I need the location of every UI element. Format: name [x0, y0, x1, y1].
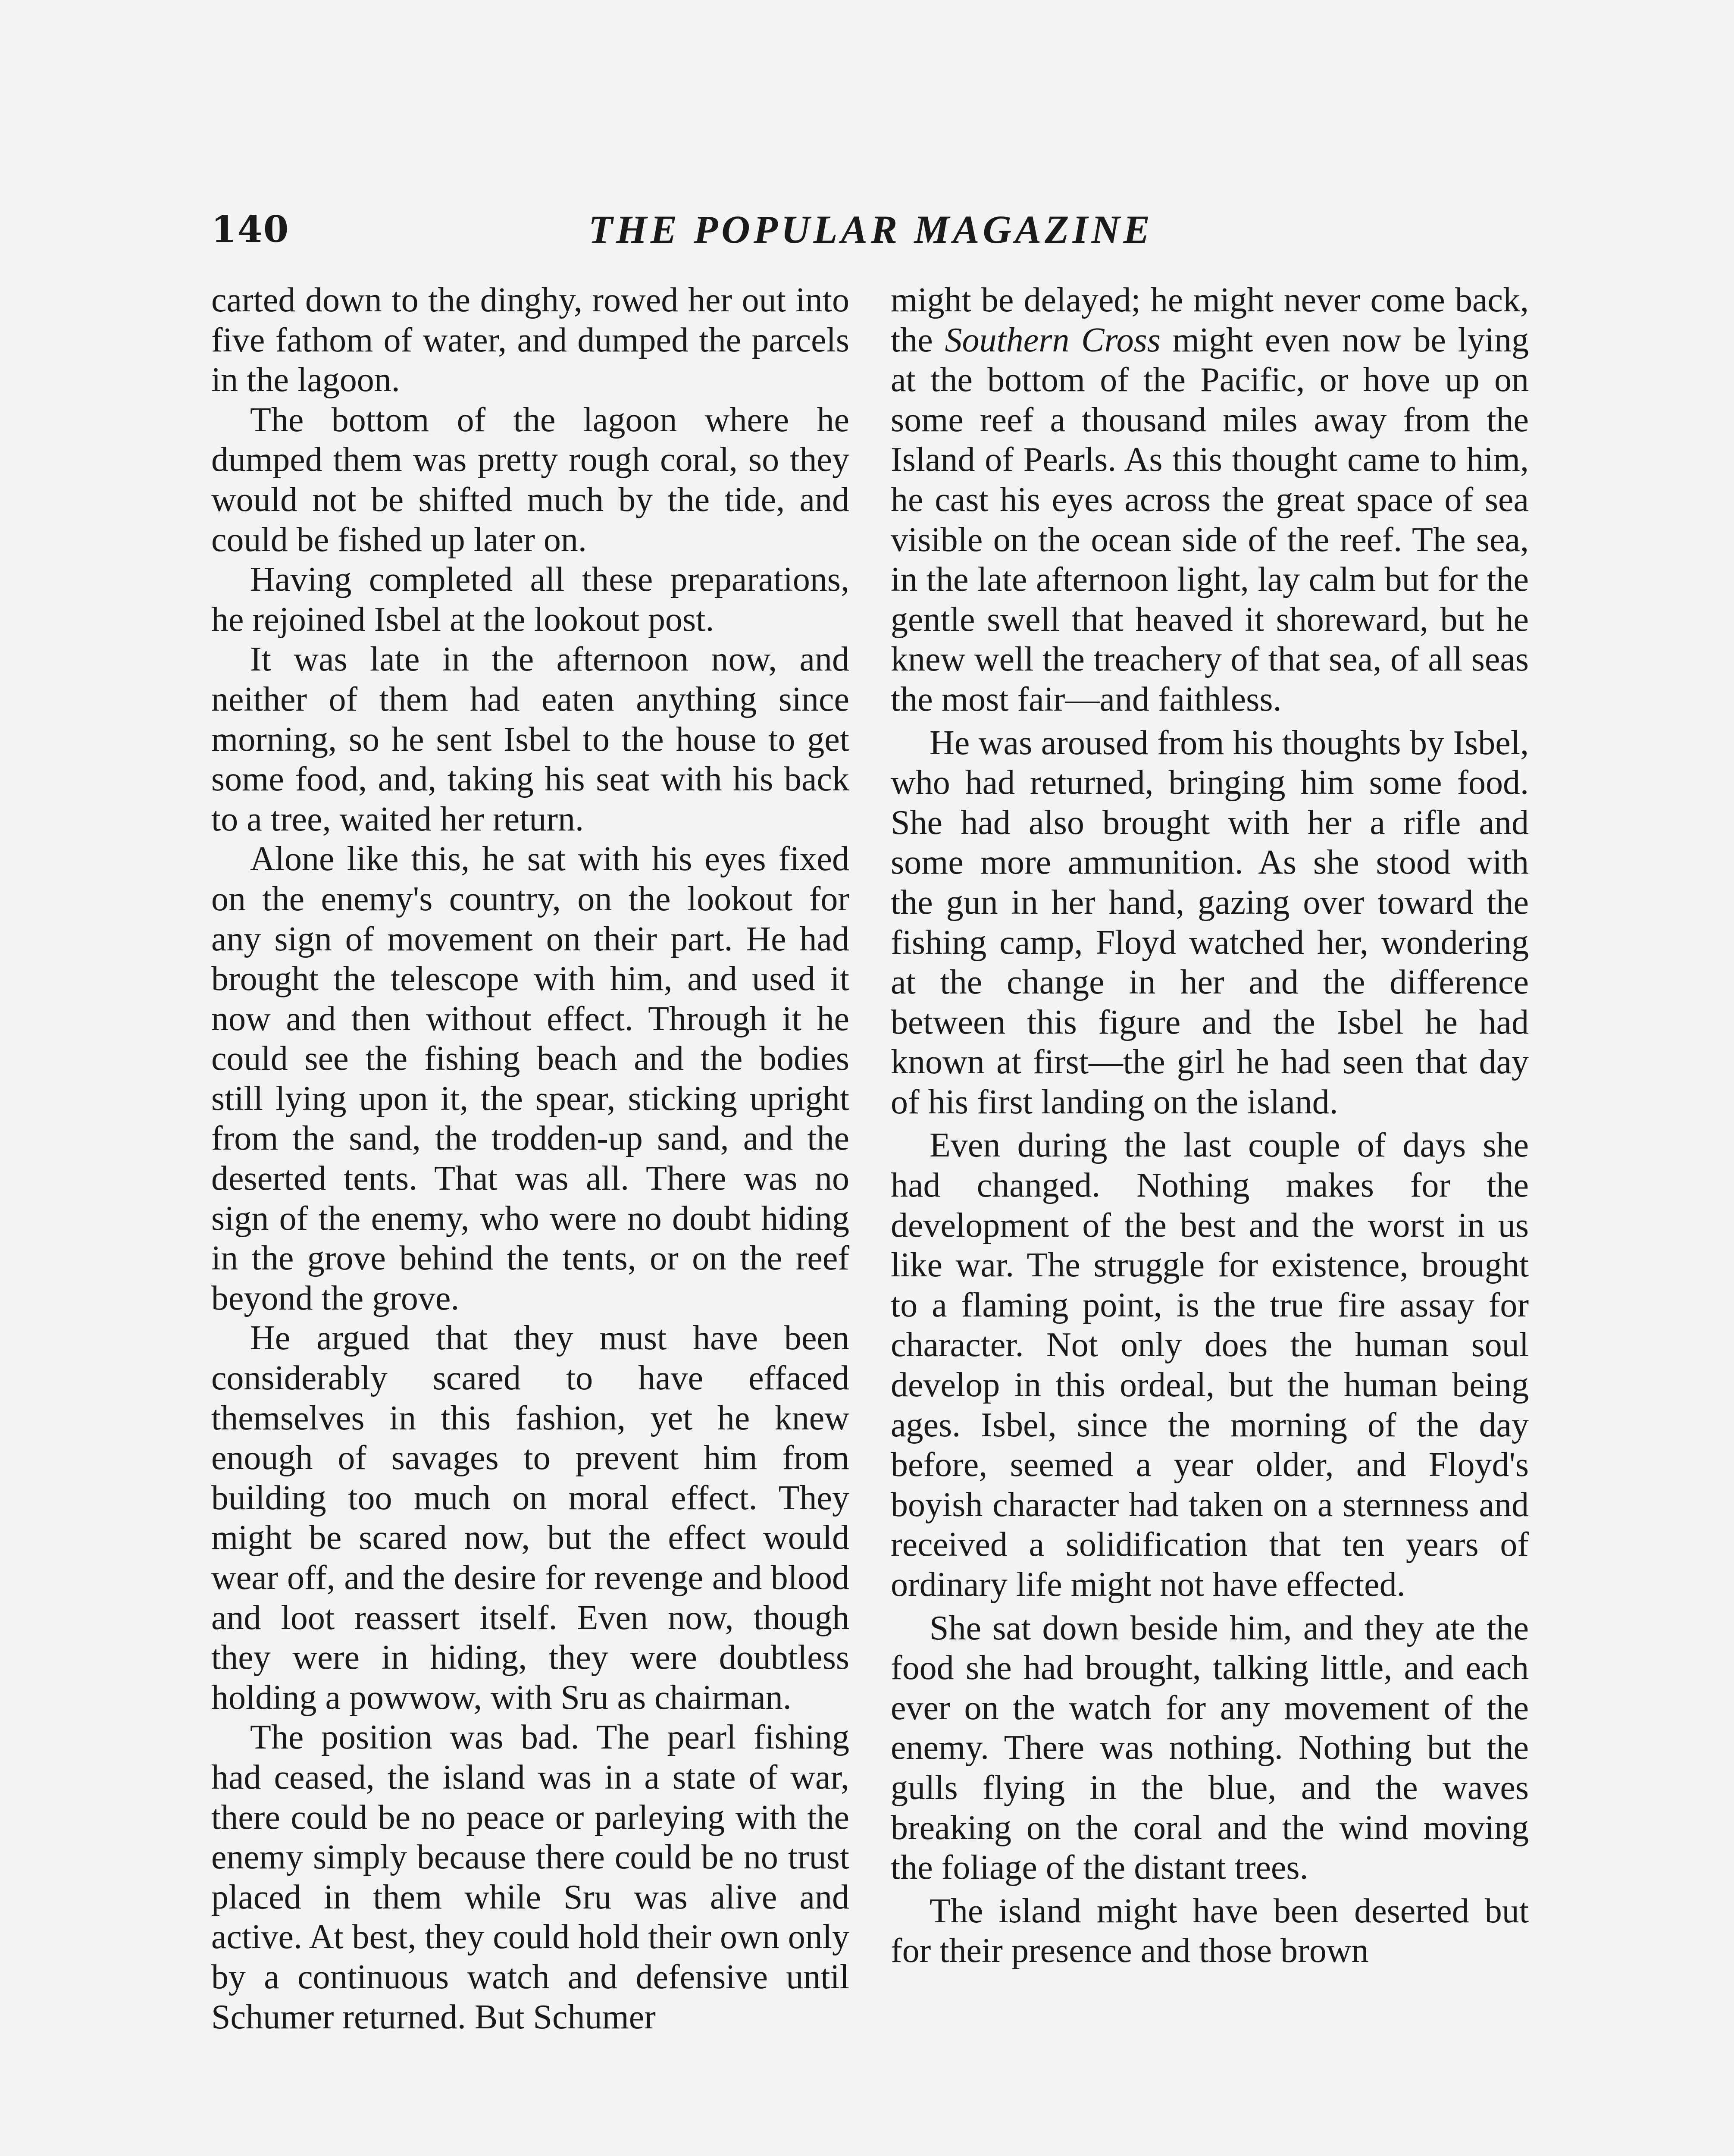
paragraph: Alone like this, he sat with his eyes fixed on the enemy's country, on the lookout for any sign of movement on their part. He had brought the telescope with him, and used it now and then without effect. Through it he could see the fishing beach and the bodies still lying upon it, the spear, sticking upright from the sand, the trodden-up sand, and the deserted tents. That was all. There was no sign of the enemy, who were no doubt hiding in the grove behind the tents, or on the reef beyond the grove.: [211, 840, 849, 1317]
page-header: [211, 204, 1531, 264]
paragraph: The position was bad. The pearl fishing had ceased, the island was in a state of war, there could be no peace or parleying with the enemy simply because there could be no trust placed in them while Sru was alive and active. At best, they could hold their own only by a continuous watch and defensive until Schumer returned. But Schumer: [211, 1718, 849, 2036]
running-head: THE POPULAR MAGAZINE: [588, 207, 1154, 251]
paragraph: The island might have been deserted but for their presence and those brown: [891, 1892, 1529, 1970]
paragraph: She sat down beside him, and they ate the food she had brought, talking little, and each ever on the watch for any movement of the enemy. There was nothing. Nothing but the gulls flying in the blue, and the waves breaking on the coral and the wind moving the foliage of the distant trees.: [891, 1609, 1529, 1887]
paragraph: [891, 280, 1529, 720]
left-column: [211, 280, 849, 2037]
page-number: 140: [211, 208, 290, 251]
ship-name: Southern Cross: [945, 321, 1161, 359]
paragraph: It was late in the afternoon now, and neither of them had eaten anything since morning, so he sent Isbel to the house to get some food, and, taking his seat with his back to a tree, waited her return.: [211, 640, 849, 838]
paragraph-text: might be delayed; he might never come back, the: [891, 281, 1529, 359]
paragraph: Even during the last couple of days she had changed. Nothing makes for the development of the best and the worst in us like war. The struggle for existence, brought to a flaming point, is the true fire assay for character. Not only does the human soul develop in this ordeal, but the human being ages. Isbel, since the morning of the day before, seemed a year older, and Floyd's boyish character had taken on a sternness and received a solidification that ten years of ordinary life might not have effected.: [891, 1126, 1529, 1604]
paragraph: Having completed all these preparations, he rejoined Isbel at the lookout post.: [211, 561, 849, 639]
paragraph: The bottom of the lagoon where he dumped them was pretty rough coral, so they would not be shifted much by the tide, and could be fished up later on.: [211, 401, 849, 559]
right-column: [891, 280, 1529, 1971]
paragraph: He argued that they must have been considerably scared to have effaced themselves in this fashion, yet he knew enough of savages to prevent him from building too much on moral effect. They might be scared now, but the effect would wear off, and the desire for revenge and blood and loot reassert itself. Even now, though they were in hiding, they were doubtless holding a powwow, with Sru as chairman.: [211, 1319, 849, 1717]
paragraph-text: might even now be lying at the bottom of the Pacific, or hove up on some reef a thousand miles away from the Island of Pearls. As this thought came to him, he cast his eyes across the great space of sea visible on the ocean side of the reef. The sea, in the late afternoon light, lay calm but for the gentle swell that heaved it shoreward, but he knew well the treachery of that sea, of all seas the most fair—and faithless.: [891, 321, 1529, 718]
paragraph: He was aroused from his thoughts by Isbel, who had returned, bringing him some food. She had also brought with her a rifle and some more ammunition. As she stood with the gun in her hand, gazing over toward the fishing camp, Floyd watched her, wondering at the change in her and the difference between this figure and the Isbel he had known at first—the girl he had seen that day of his first landing on the island.: [891, 724, 1529, 1121]
paragraph: carted down to the dinghy, rowed her out into five fathom of water, and dumped the parcels in the lagoon.: [211, 281, 849, 399]
